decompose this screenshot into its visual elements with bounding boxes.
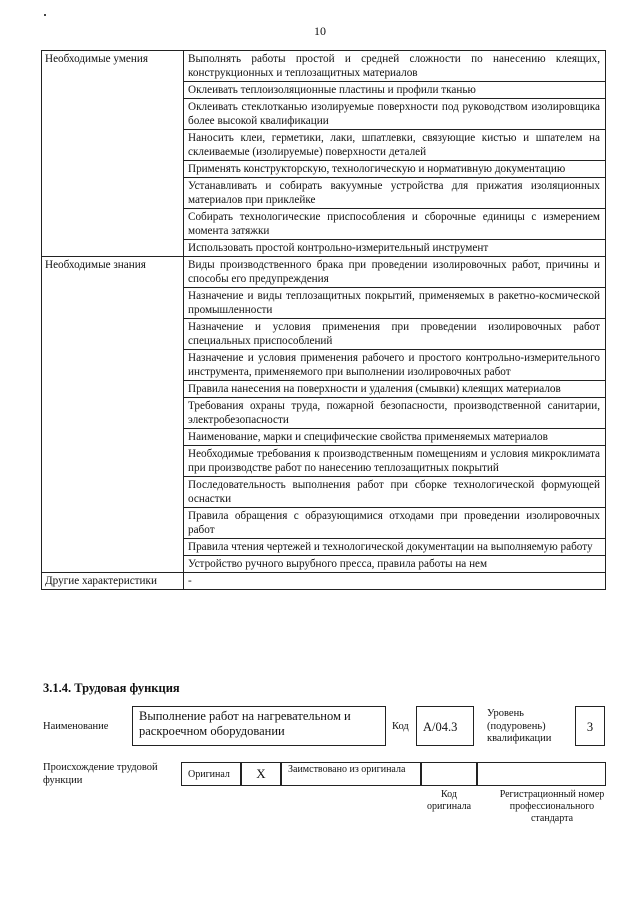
knowledge-item: Назначение и виды теплозащитных покрытий, применяемых в ракетно-космической промышленности — [184, 288, 606, 319]
other-value: - — [184, 573, 606, 590]
original-cell: Оригинал — [181, 762, 241, 786]
knowledge-item: Наименование, марки и специфические свойства применяемых материалов — [184, 429, 606, 446]
skill-item: Устанавливать и собирать вакуумные устройства для прижатия изоляционных материалов при приклейке — [184, 178, 606, 209]
knowledge-item: Требования охраны труда, пожарной безопасности, производственной санитарии, электробезопасности — [184, 398, 606, 429]
origin-label: Происхождение трудовой функции — [43, 762, 158, 786]
knowledge-item: Правила чтения чертежей и технологической документации на выполняемую работу — [184, 539, 606, 556]
code-original-cell — [421, 762, 477, 786]
knowledge-item: Устройство ручного вырубного пресса, правила работы на нем — [184, 556, 606, 573]
knowledge-item: Необходимые требования к производственным помещениям и условия микроклимата при производстве работ по нанесению теплозащитных покрытий — [184, 446, 606, 477]
table-row — [42, 573, 606, 590]
skill-item: Выполнять работы простой и средней сложности по нанесению клеящих, конструкционных и теплозащитных материалов — [184, 51, 606, 82]
requirements-table — [41, 50, 606, 590]
section-heading: 3.1.4. Трудовая функция — [43, 681, 180, 695]
table-row — [42, 51, 606, 82]
knowledge-item: Последовательность выполнения работ при сборке технологической формующей оснастки — [184, 477, 606, 508]
borrowed-cell: Заимствовано из оригинала — [281, 762, 421, 786]
page-number: 10 — [314, 24, 326, 38]
code-original-caption: Код оригинала — [426, 789, 472, 812]
function-name-box: Выполнение работ на нагревательном и раскроечном оборудовании — [132, 706, 386, 746]
original-mark: X — [241, 762, 281, 786]
other-label: Другие характеристики — [42, 573, 184, 590]
skill-item: Применять конструкторскую, технологическую и нормативную документацию — [184, 161, 606, 178]
table-row — [42, 257, 606, 288]
knowledge-label: Необходимые знания — [42, 257, 184, 573]
function-code-box: А/04.3 — [416, 706, 474, 746]
knowledge-item: Правила обращения с образующимися отходами при проведении изолировочных работ — [184, 508, 606, 539]
skill-item: Использовать простой контрольно-измерительный инструмент — [184, 240, 606, 257]
scan-speck — [44, 14, 46, 16]
skill-item: Оклеивать теплоизоляционные пластины и профили тканью — [184, 82, 606, 99]
name-label: Наименование — [43, 721, 109, 732]
skill-item: Собирать технологические приспособления и сборочные единицы с измерением момента затяжки — [184, 209, 606, 240]
level-label: Уровень (подуровень) квалификации — [487, 708, 552, 744]
knowledge-item: Виды производственного брака при проведении изолировочных работ, причины и способы его предупреждения — [184, 257, 606, 288]
skills-label: Необходимые умения — [42, 51, 184, 257]
reg-number-caption: Регистрационный номер профессионального стандарта — [499, 789, 605, 824]
level-box: 3 — [575, 706, 605, 746]
knowledge-item: Назначение и условия применения при проведении изолировочных работ специальных приспособлений — [184, 319, 606, 350]
knowledge-item: Назначение и условия применения рабочего и простого контрольно-измерительного инструмента, применяемого при выполнении изолировочных работ — [184, 350, 606, 381]
reg-number-cell — [477, 762, 606, 786]
knowledge-item: Правила нанесения на поверхности и удаления (смывки) клеящих материалов — [184, 381, 606, 398]
skill-item: Наносить клеи, герметики, лаки, шпатлевки, связующие кистью и шпателем на склеиваемые (изолируемые) поверхности деталей — [184, 130, 606, 161]
code-label: Код — [392, 721, 409, 732]
skill-item: Оклеивать стеклотканью изолируемые поверхности под руководством изолировщика более высокой квалификации — [184, 99, 606, 130]
